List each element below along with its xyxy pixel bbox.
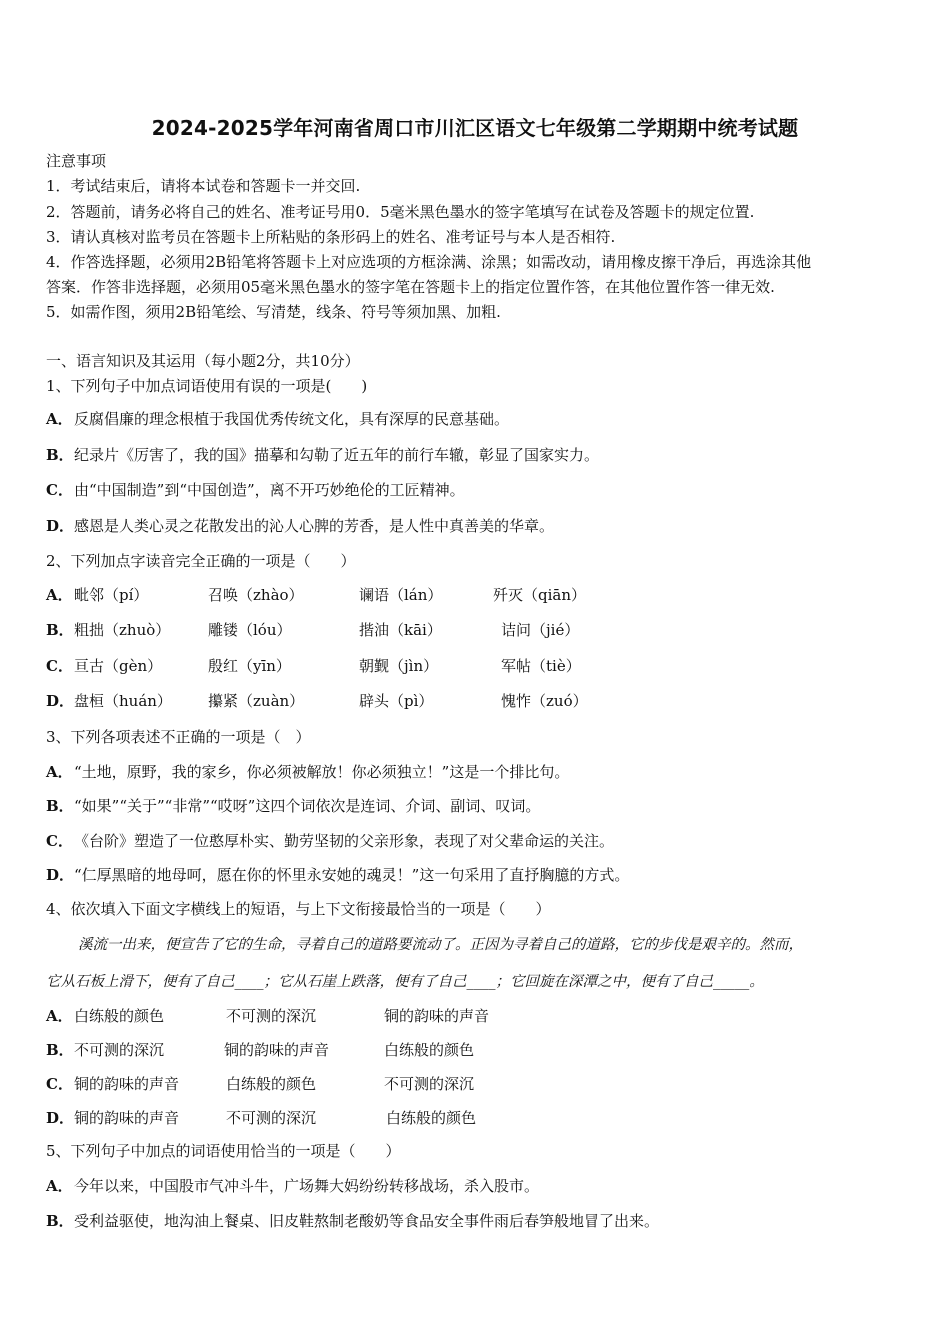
phrase-item: 铜的韵味的声音 xyxy=(224,1041,330,1059)
q4-option-c xyxy=(46,1075,646,1095)
q2-option-b xyxy=(46,621,646,641)
phrase-item: 白练般的颜色 xyxy=(386,1109,477,1127)
q4-option-b xyxy=(46,1041,646,1061)
option-text: 《台阶》塑造了一位憨厚朴实、勤劳坚韧的父亲形象，表现了对父辈命运的关注。 xyxy=(74,832,615,850)
question-4-stem: 4、依次填入下面文字横线上的短语，与上下文衔接最恰当的一项是（ ） xyxy=(46,900,551,918)
option-letter: C． xyxy=(46,657,73,675)
option-letter: D． xyxy=(46,692,75,710)
question-3-stem: 3、下列各项表述不正确的一项是（ ） xyxy=(46,728,311,746)
pinyin-item: 粗拙（zhuò） xyxy=(74,621,171,639)
phrase-item: 白练般的颜色 xyxy=(384,1041,475,1059)
notice-item: 3．请认真核对监考员在答题卡上所粘贴的条形码上的姓名、准考证号与本人是否相符. xyxy=(46,228,616,246)
page-title: 2024-2025学年河南省周口市川汇区语文七年级第二学期期中统考试题 xyxy=(151,116,799,140)
q3-option-d xyxy=(46,866,629,884)
pinyin-item: 军帖（tiè） xyxy=(501,657,581,675)
option-text: “仁厚黑暗的地母呵，愿在你的怀里永安她的魂灵！”这一句采用了直抒胸臆的方式。 xyxy=(74,866,630,884)
q1-option-a xyxy=(46,410,509,428)
option-letter: B． xyxy=(46,797,74,815)
pinyin-item: 毗邻（pí） xyxy=(74,586,149,604)
passage-line: 溪流一出来，便宣告了它的生命，寻着自己的道路要流动了。正因为寻着自己的道路，它的步伐是艰辛的。然而， xyxy=(78,937,803,953)
option-text: 纪录片《厉害了，我的国》描摹和勾勒了近五年的前行车辙，彰显了国家实力。 xyxy=(74,446,600,464)
q5-option-b xyxy=(46,1212,659,1230)
q2-option-c xyxy=(46,657,646,677)
option-letter: B． xyxy=(46,621,74,639)
option-letter: B． xyxy=(46,1212,74,1230)
phrase-item: 铜的韵味的声音 xyxy=(74,1109,180,1127)
notice-item: 4．作答选择题，必须用2B铅笔将答题卡上对应选项的方框涂满、涂黑；如需改动，请用橡皮擦干净后，再选涂其他 xyxy=(46,253,812,271)
option-text: 由“中国制造”到“中国创造”，离不开巧妙绝伦的工匠精神。 xyxy=(74,481,465,499)
q3-option-b xyxy=(46,797,540,815)
q1-option-d xyxy=(46,517,554,535)
phrase-item: 不可测的深沉 xyxy=(226,1007,317,1025)
option-letter: A． xyxy=(46,1007,73,1025)
question-2-stem: 2、下列加点字读音完全正确的一项是（ ） xyxy=(46,552,356,570)
pinyin-item: 歼灭（qiān） xyxy=(493,586,587,604)
pinyin-item: 攥紧（zuàn） xyxy=(208,692,305,710)
q1-option-c xyxy=(46,481,465,499)
option-letter: C． xyxy=(46,832,73,850)
phrase-item: 白练般的颜色 xyxy=(74,1007,165,1025)
passage-line: 它从石板上滑下，便有了自己____；它从石崖上跌落，便有了自己____；它回旋在深潭之中，便有了自己_____。 xyxy=(46,974,764,990)
pinyin-item: 殷红（yīn） xyxy=(208,657,291,675)
option-letter: B． xyxy=(46,446,74,464)
option-letter: D． xyxy=(46,866,75,884)
q1-option-b xyxy=(46,446,599,464)
phrase-item: 铜的韵味的声音 xyxy=(74,1075,180,1093)
option-text: 受利益驱使，地沟油上餐桌、旧皮鞋熬制老酸奶等食品安全事件雨后春笋般地冒了出来。 xyxy=(74,1212,660,1230)
q5-option-a xyxy=(46,1177,539,1195)
phrase-item: 铜的韵味的声音 xyxy=(384,1007,490,1025)
question-5-stem: 5、下列句子中加点的词语使用恰当的一项是（ ） xyxy=(46,1142,401,1160)
q2-option-a xyxy=(46,586,646,606)
pinyin-item: 雕镂（lóu） xyxy=(208,621,292,639)
option-letter: C． xyxy=(46,481,73,499)
notice-heading: 注意事项 xyxy=(46,152,107,170)
q3-option-c xyxy=(46,832,614,850)
notice-item: 5．如需作图，须用2B铅笔绘、写清楚，线条、符号等须加黑、加粗. xyxy=(46,303,501,321)
option-letter: A． xyxy=(46,1177,73,1195)
option-text: 感恩是人类心灵之花散发出的沁人心脾的芳香，是人性中真善美的华章。 xyxy=(74,517,555,535)
pinyin-item: 谰语（lán） xyxy=(359,586,443,604)
option-letter: D． xyxy=(46,1109,75,1127)
q4-option-d xyxy=(46,1109,646,1129)
pinyin-item: 盘桓（huán） xyxy=(74,692,172,710)
notice-item: 答案．作答非选择题，必须用05毫米黑色墨水的签字笔在答题卡上的指定位置作答，在其他位置作答一律无效. xyxy=(46,278,775,296)
notice-item: 1．考试结束后，请将本试卷和答题卡一并交回. xyxy=(46,177,361,195)
pinyin-item: 朝觐（jìn） xyxy=(359,657,439,675)
section-heading: 一、语言知识及其运用（每小题2分，共10分） xyxy=(46,352,360,370)
pinyin-item: 亘古（gèn） xyxy=(74,657,163,675)
option-letter: A． xyxy=(46,586,73,604)
option-text: “土地，原野，我的家乡，你必须被解放！你必须独立！”这是一个排比句。 xyxy=(74,763,570,781)
q4-option-a xyxy=(46,1007,646,1027)
phrase-item: 白练般的颜色 xyxy=(226,1075,317,1093)
phrase-item: 不可测的深沉 xyxy=(226,1109,317,1127)
option-text: 反腐倡廉的理念根植于我国优秀传统文化，具有深厚的民意基础。 xyxy=(74,410,510,428)
pinyin-item: 召唤（zhào） xyxy=(208,586,304,604)
q2-option-d xyxy=(46,692,646,712)
q3-option-a xyxy=(46,763,569,781)
option-letter: A． xyxy=(46,763,73,781)
pinyin-item: 辟头（pì） xyxy=(359,692,434,710)
option-letter: B． xyxy=(46,1041,74,1059)
notice-item: 2．答题前，请务必将自己的姓名、准考证号用0．5毫米黑色墨水的签字笔填写在试卷及答题卡的规定位置. xyxy=(46,203,755,221)
pinyin-item: 诘问（jié） xyxy=(501,621,580,639)
option-letter: C． xyxy=(46,1075,73,1093)
phrase-item: 不可测的深沉 xyxy=(384,1075,475,1093)
pinyin-item: 愧怍（zuó） xyxy=(501,692,588,710)
option-text: 今年以来，中国股市气冲斗牛，广场舞大妈纷纷转移战场，杀入股市。 xyxy=(74,1177,540,1195)
option-letter: D． xyxy=(46,517,75,535)
option-text: “如果”“关于”“非常”“哎呀”这四个词依次是连词、介词、副词、叹词。 xyxy=(74,797,541,815)
phrase-item: 不可测的深沉 xyxy=(74,1041,165,1059)
question-1-stem: 1、下列句子中加点词语使用有误的一项是( ) xyxy=(46,377,368,395)
option-letter: A． xyxy=(46,410,73,428)
pinyin-item: 揩油（kāi） xyxy=(359,621,442,639)
